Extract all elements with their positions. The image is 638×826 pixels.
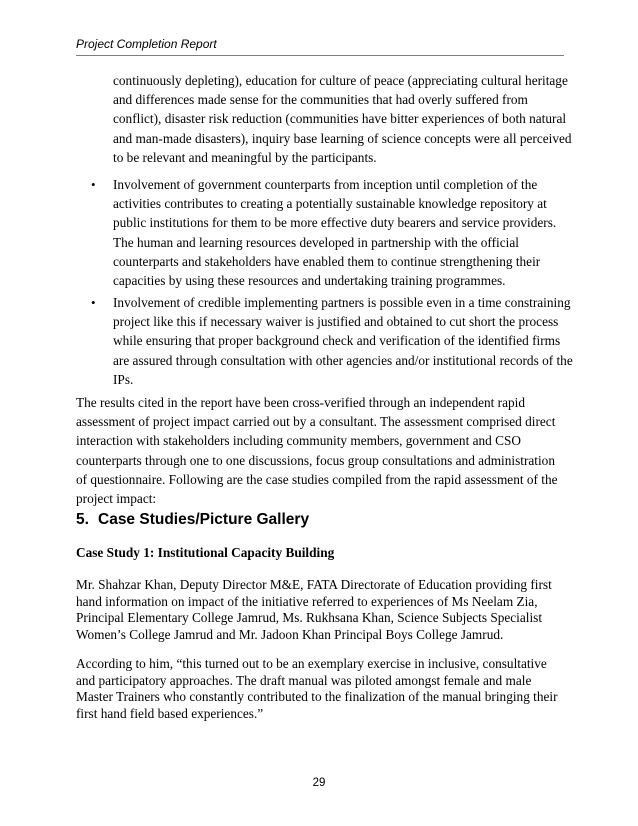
bullet-item-government-counterparts: Involvement of government counterparts from inception until completion of the activities contributes to creating a potentially sustainable knowledge repository at public institutions for them to be more effective duty bearers and service providers. The human and learning resources developed in partnership with the official counterparts and stakeholders have enabled them to continue strengthening their capacities by using these resources and undertaking training programmes. bbox=[113, 177, 557, 289]
bullet-marker: • bbox=[91, 295, 96, 310]
case-study-paragraph-2: According to him, “this turned out to be an exemplary exercise in inclusive, consultative and participatory approaches. The draft manual was piloted amongst female and male Master Trainers who constantly contributed to the finalization of the manual bringing their first hand field based experiences.” bbox=[76, 656, 558, 721]
section-number: 5. bbox=[76, 511, 89, 528]
section-title: Case Studies/Picture Gallery bbox=[98, 511, 310, 528]
bullet-marker: • bbox=[91, 177, 96, 192]
header-title: Project Completion Report bbox=[76, 37, 217, 51]
continuation-paragraph: continuously depleting), education for culture of peace (appreciating cultural heritage and differences made sense for the communities that had overly suffered from conflict), disaster risk reduction (communities have bitter experiences of both natural and man-made disasters), inquiry base learning of science concepts were all perceived to be relevant and meaningful by the participants. bbox=[113, 73, 572, 165]
page-header bbox=[76, 39, 564, 56]
case-study-title: Case Study 1: Institutional Capacity Building bbox=[76, 545, 335, 560]
bullet-item-implementing-partners: Involvement of credible implementing partners is possible even in a time constraining project like this if necessary waiver is justified and obtained to cut short the process while ensuring that proper background check and verification of the identified firms are assured through consultation with other agencies and/or institutional records of the IPs. bbox=[113, 295, 573, 387]
results-paragraph: The results cited in the report have been cross-verified through an independent rapid assessment of project impact carried out by a consultant. The assessment comprised direct interaction with stakeholders including community members, government and CSO counterparts through one to one discussions, focus group consultations and administration of questionnaire. Following are the case studies compiled from the rapid assessment of the project impact: bbox=[76, 395, 558, 507]
section-heading bbox=[76, 511, 309, 529]
page-number: 29 bbox=[312, 777, 326, 789]
case-study-paragraph-1: Mr. Shahzar Khan, Deputy Director M&E, FATA Directorate of Education providing first hand information on impact of the initiative referred to experiences of Ms Neelam Zia, Principal Elementary College Jamrud, Ms. Rukhsana Khan, Science Subjects Specialist Women’s College Jamrud and Mr. Jadoon Khan Principal Boys College Jamrud. bbox=[76, 577, 552, 642]
